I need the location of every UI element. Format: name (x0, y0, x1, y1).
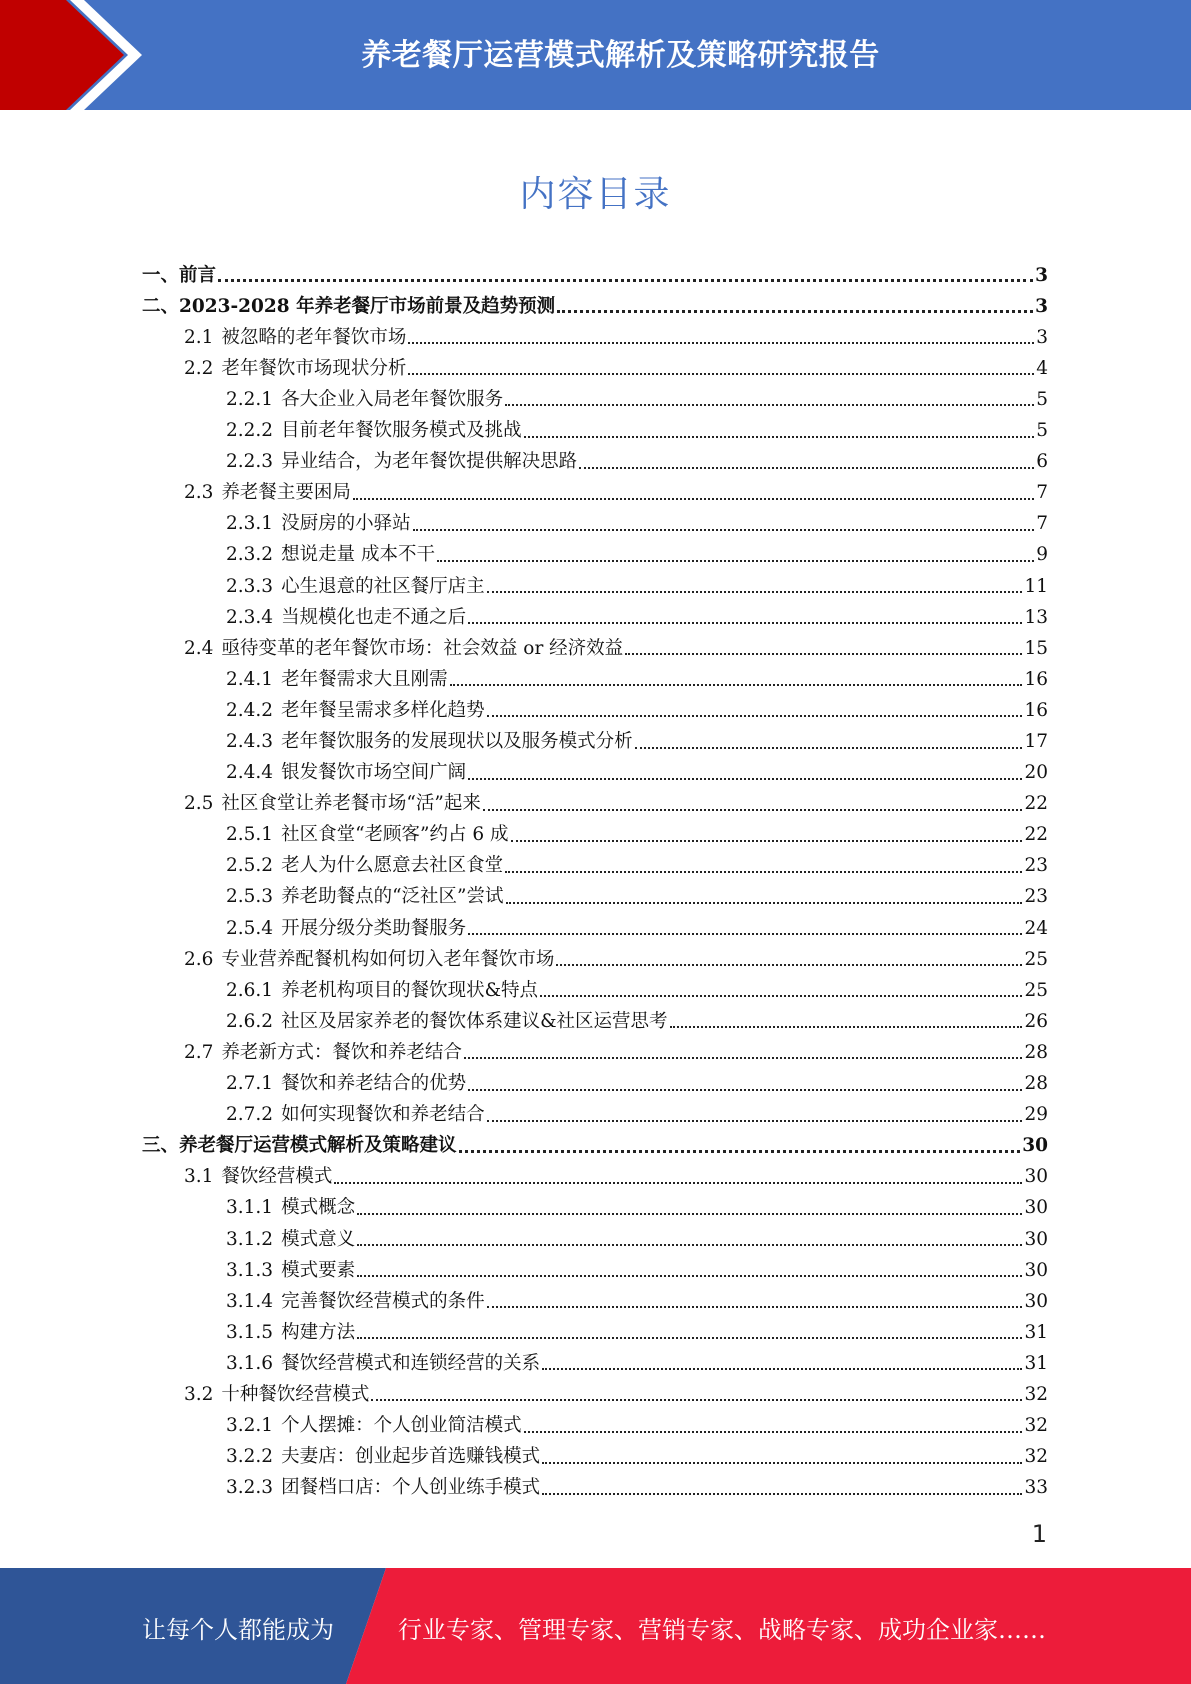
toc-entry-label: 餐饮和养老结合的优势 (281, 1073, 467, 1095)
toc-entry-page: 25 (1024, 979, 1048, 1001)
toc-entry[interactable] (142, 441, 1048, 472)
toc-entry-label: 个人摆摊：个人创业简洁模式 (281, 1415, 522, 1437)
toc-entry-label: 老年餐呈需求多样化趋势 (281, 699, 485, 721)
toc-entry-label: 开展分级分类助餐服务 (281, 917, 467, 939)
toc-entry-page: 9 (1036, 544, 1048, 566)
toc-dot-leader (487, 1120, 1023, 1122)
toc-entry[interactable] (142, 316, 1048, 347)
toc-entry-label: 前言 (179, 264, 217, 286)
toc-dot-leader (459, 1150, 1021, 1153)
toc-entry[interactable] (142, 1031, 1048, 1062)
toc-dot-leader (579, 467, 1034, 469)
toc-dot-leader (450, 684, 1023, 686)
toc-entry-page: 23 (1024, 855, 1048, 877)
toc-entry-number: 2.7.2 (226, 1104, 274, 1126)
toc-entry-number: 2.5.3 (226, 886, 274, 908)
toc-entry[interactable] (142, 596, 1048, 627)
toc-entry-page: 5 (1036, 388, 1048, 410)
toc-entry-page: 16 (1024, 699, 1048, 721)
toc-entry[interactable] (142, 1404, 1048, 1435)
header-banner (0, 0, 1191, 110)
toc-entry[interactable] (142, 1249, 1048, 1280)
toc-entry-page: 3 (1035, 264, 1048, 286)
toc-entry-page: 24 (1024, 917, 1048, 939)
toc-entry[interactable] (142, 1373, 1048, 1404)
toc-dot-leader (511, 840, 1023, 842)
toc-entry-label: 养老新方式：餐饮和养老结合 (221, 1041, 462, 1063)
toc-dot-leader (371, 1399, 1022, 1401)
toc-entry-number: 3.1.3 (226, 1259, 274, 1281)
toc-entry-page: 25 (1024, 948, 1048, 970)
toc-entry-page: 30 (1024, 1197, 1048, 1219)
toc-entry-number: 2.3.4 (226, 606, 274, 628)
toc-dot-leader (357, 1275, 1022, 1277)
toc-entry-page: 30 (1024, 1166, 1048, 1188)
toc-entry-label: 团餐档口店：个人创业练手模式 (281, 1477, 541, 1499)
toc-dot-leader (506, 902, 1023, 904)
toc-entry-label: 想说走量 成本不干 (281, 544, 435, 566)
toc-dot-leader (468, 1089, 1022, 1091)
toc-entry[interactable] (142, 876, 1048, 907)
toc-dot-leader (468, 778, 1022, 780)
toc-entry[interactable] (142, 969, 1048, 1000)
toc-entry[interactable] (142, 814, 1048, 845)
toc-entry[interactable] (142, 1218, 1048, 1249)
toc-entry[interactable] (142, 1000, 1048, 1031)
toc-dot-leader (408, 342, 1034, 344)
toc-entry-number: 2.3 (184, 482, 214, 504)
toc-heading: 内容目录 (519, 174, 672, 215)
toc-entry-page: 13 (1024, 606, 1048, 628)
toc-entry-number: 3.1 (184, 1166, 214, 1188)
toc-entry-label: 社区食堂让养老餐市场“活”起来 (221, 793, 481, 815)
footer-slogan-right: 行业专家、管理专家、营销专家、战略专家、成功企业家…… (398, 1616, 1046, 1644)
toc-dot-leader (357, 1244, 1022, 1246)
toc-dot-leader (625, 653, 1022, 655)
toc-entry-number: 3.1.5 (226, 1321, 274, 1343)
toc-entry-number: 2.2.1 (226, 388, 274, 410)
toc-dot-leader (487, 1306, 1023, 1308)
toc-entry-number: 2.3.1 (226, 513, 274, 535)
toc-dot-leader (524, 1431, 1023, 1433)
toc-entry[interactable] (142, 378, 1048, 409)
toc-dot-leader (542, 1368, 1022, 1370)
toc-entry-number: 2.5.4 (226, 917, 274, 939)
toc-entry-page: 7 (1036, 513, 1048, 535)
toc-entry-label: 构建方法 (281, 1321, 356, 1343)
toc-entry[interactable] (142, 534, 1048, 565)
toc-entry[interactable] (142, 1094, 1048, 1125)
toc-dot-leader (408, 373, 1034, 375)
toc-entry-label: 目前老年餐饮服务模式及挑战 (281, 420, 522, 442)
toc-dot-leader (353, 498, 1034, 500)
toc-entry-number: 二、 (142, 295, 180, 317)
toc-dot-leader (334, 1182, 1022, 1184)
toc-entry[interactable] (142, 1156, 1048, 1187)
toc-entry-page: 22 (1024, 793, 1048, 815)
toc-entry-page: 22 (1024, 824, 1048, 846)
toc-entry[interactable] (142, 409, 1048, 440)
toc-entry-label: 模式要素 (281, 1259, 356, 1281)
toc-entry-label: 没厨房的小驿站 (281, 513, 411, 535)
toc-entry-page: 28 (1024, 1073, 1048, 1095)
table-of-contents (142, 254, 1048, 1498)
toc-dot-leader (670, 1026, 1023, 1028)
toc-dot-leader (524, 436, 1035, 438)
toc-entry[interactable] (142, 472, 1048, 503)
toc-entry-number: 2.2.3 (226, 451, 274, 473)
toc-entry-page: 3 (1036, 326, 1048, 348)
toc-entry-label: 银发餐饮市场空间广阔 (281, 762, 467, 784)
toc-entry[interactable] (142, 565, 1048, 596)
toc-entry[interactable] (142, 720, 1048, 751)
toc-entry-page: 31 (1024, 1321, 1048, 1343)
toc-entry-number: 2.3.2 (226, 544, 274, 566)
toc-entry-page: 32 (1024, 1383, 1048, 1405)
toc-entry-page: 30 (1024, 1290, 1048, 1312)
toc-entry-page: 11 (1024, 575, 1048, 597)
toc-entry[interactable] (142, 1187, 1048, 1218)
toc-entry-number: 3.2.2 (226, 1446, 274, 1468)
toc-entry[interactable] (142, 783, 1048, 814)
toc-entry-number: 2.4.4 (226, 762, 274, 784)
toc-entry-number: 3.1.6 (226, 1352, 274, 1374)
toc-entry[interactable] (142, 1467, 1048, 1498)
toc-entry-label: 餐饮经营模式 (221, 1166, 333, 1188)
toc-dot-leader (218, 279, 1033, 282)
toc-dot-leader (357, 1337, 1022, 1339)
toc-dot-leader (556, 964, 1022, 966)
toc-dot-leader (487, 715, 1023, 717)
toc-entry-number: 3.1.2 (226, 1228, 274, 1250)
toc-entry-number: 2.5 (184, 793, 214, 815)
toc-dot-leader (540, 995, 1022, 997)
toc-entry-label: 老年餐需求大且刚需 (281, 668, 448, 690)
toc-entry-page: 28 (1024, 1041, 1048, 1063)
toc-entry[interactable] (142, 627, 1048, 658)
toc-entry[interactable] (142, 1280, 1048, 1311)
toc-entry-number: 2.2.2 (226, 420, 274, 442)
toc-entry-label: 养老餐主要困局 (221, 482, 351, 504)
toc-entry-label: 模式意义 (281, 1228, 356, 1250)
toc-entry-label: 养老助餐点的“泛社区”尝试 (281, 886, 504, 908)
toc-entry-label: 十种餐饮经营模式 (221, 1383, 370, 1405)
toc-dot-leader (357, 1213, 1022, 1215)
toc-entry-label: 如何实现餐饮和养老结合 (281, 1104, 485, 1126)
toc-entry-number: 3.2.3 (226, 1477, 274, 1499)
toc-entry-label: 老人为什么愿意去社区食堂 (281, 855, 504, 877)
toc-entry-label: 被忽略的老年餐饮市场 (221, 326, 407, 348)
toc-entry-page: 30 (1024, 1259, 1048, 1281)
toc-entry-page: 32 (1024, 1446, 1048, 1468)
toc-entry[interactable] (142, 347, 1048, 378)
toc-entry-label: 餐饮经营模式和连锁经营的关系 (281, 1352, 541, 1374)
page-number: 1 (1031, 1520, 1047, 1548)
toc-entry-label: 社区食堂“老顾客”约占 6 成 (281, 824, 509, 846)
toc-entry-number: 2.3.3 (226, 575, 274, 597)
toc-dot-leader (413, 529, 1035, 531)
toc-entry-number: 2.4.2 (226, 699, 274, 721)
toc-dot-leader (483, 809, 1023, 811)
toc-entry-number: 三、 (142, 1135, 180, 1157)
toc-entry-label: 养老餐厅运营模式解析及策略建议 (179, 1135, 457, 1157)
toc-entry-label: 老年餐饮服务的发展现状以及服务模式分析 (281, 731, 633, 752)
toc-entry-page: 30 (1022, 1135, 1048, 1157)
toc-dot-leader (542, 1462, 1022, 1464)
toc-dot-leader (464, 1057, 1023, 1059)
toc-entry[interactable] (142, 503, 1048, 534)
toc-entry[interactable] (142, 907, 1048, 938)
toc-entry[interactable] (142, 1436, 1048, 1467)
toc-entry-number: 2.4 (184, 637, 214, 659)
toc-entry[interactable] (142, 938, 1048, 969)
toc-dot-leader (468, 933, 1022, 935)
toc-entry-page: 20 (1024, 762, 1048, 784)
toc-entry-label: 模式概念 (281, 1197, 356, 1219)
toc-entry[interactable] (142, 658, 1048, 689)
toc-entry-label: 当规模化也走不通之后 (281, 606, 467, 628)
toc-entry-page: 32 (1024, 1415, 1048, 1437)
toc-entry-number: 2.2 (184, 357, 214, 379)
toc-entry-page: 15 (1024, 637, 1048, 659)
toc-entry-label: 夫妻店：创业起步首选赚钱模式 (281, 1446, 541, 1468)
toc-entry-page: 31 (1024, 1352, 1048, 1374)
footer-slogan-left: 让每个人都能成为 (142, 1616, 334, 1644)
toc-entry-page: 26 (1024, 1010, 1048, 1032)
toc-entry-number: 2.6.2 (226, 1010, 274, 1032)
toc-entry[interactable] (142, 1342, 1048, 1373)
toc-entry-page: 29 (1024, 1104, 1048, 1126)
toc-entry-number: 3.1.1 (226, 1197, 274, 1219)
toc-entry[interactable] (142, 845, 1048, 876)
toc-entry[interactable] (142, 254, 1048, 285)
toc-entry-page: 30 (1024, 1228, 1048, 1250)
toc-entry-page: 4 (1036, 357, 1048, 379)
toc-entry-number: 2.5.1 (226, 824, 274, 846)
footer-banner (0, 1568, 1191, 1684)
toc-entry-number: 2.4.3 (226, 731, 274, 752)
toc-entry-number: 2.7 (184, 1041, 214, 1063)
toc-entry-label: 心生退意的社区餐厅店主 (281, 575, 485, 597)
toc-entry-number: 一、 (142, 264, 180, 286)
toc-entry-number: 2.7.1 (226, 1073, 274, 1095)
toc-entry[interactable] (142, 1311, 1048, 1342)
toc-entry[interactable] (142, 1125, 1048, 1156)
toc-entry-label: 各大企业入局老年餐饮服务 (281, 388, 504, 410)
toc-entry-number: 2.4.1 (226, 668, 274, 690)
toc-entry-page: 33 (1024, 1477, 1048, 1499)
toc-entry-label: 老年餐饮市场现状分析 (221, 357, 407, 379)
toc-entry-number: 2.1 (184, 326, 214, 348)
toc-dot-leader (487, 591, 1023, 593)
toc-entry-label: 亟待变革的老年餐饮市场：社会效益 or 经济效益 (221, 637, 624, 659)
toc-entry-page: 23 (1024, 886, 1048, 908)
toc-dot-leader (557, 310, 1033, 313)
toc-entry[interactable] (142, 285, 1048, 316)
toc-entry[interactable] (142, 689, 1048, 720)
toc-dot-leader (635, 747, 1023, 749)
toc-entry-page: 5 (1036, 420, 1048, 442)
toc-entry-label: 2023-2028 年养老餐厅市场前景及趋势预测 (179, 295, 556, 317)
toc-entry-number: 2.6.1 (226, 979, 274, 1001)
toc-dot-leader (542, 1493, 1022, 1495)
toc-entry-label: 专业营养配餐机构如何切入老年餐饮市场 (221, 948, 555, 970)
document-title: 养老餐厅运营模式解析及策略研究报告 (361, 38, 880, 73)
toc-dot-leader (505, 404, 1034, 406)
toc-entry-number: 2.6 (184, 948, 214, 970)
toc-entry-page: 16 (1024, 668, 1048, 690)
toc-entry[interactable] (142, 1062, 1048, 1093)
toc-entry-label: 养老机构项目的餐饮现状&特点 (281, 979, 539, 1001)
toc-dot-leader (505, 871, 1022, 873)
toc-entry[interactable] (142, 752, 1048, 783)
toc-dot-leader (437, 560, 1034, 562)
toc-dot-leader (468, 622, 1022, 624)
toc-entry-page: 7 (1036, 482, 1048, 504)
toc-entry-label: 异业结合，为老年餐饮提供解决思路 (281, 451, 578, 473)
toc-entry-page: 6 (1036, 451, 1048, 473)
toc-entry-label: 完善餐饮经营模式的条件 (281, 1290, 485, 1312)
toc-entry-number: 2.5.2 (226, 855, 274, 877)
toc-entry-page: 17 (1024, 731, 1048, 752)
toc-entry-number: 3.2 (184, 1383, 214, 1405)
toc-entry-page: 3 (1035, 295, 1048, 317)
toc-entry-number: 3.1.4 (226, 1290, 274, 1312)
toc-entry-label: 社区及居家养老的餐饮体系建议&社区运营思考 (281, 1010, 668, 1032)
toc-entry-number: 3.2.1 (226, 1415, 274, 1437)
